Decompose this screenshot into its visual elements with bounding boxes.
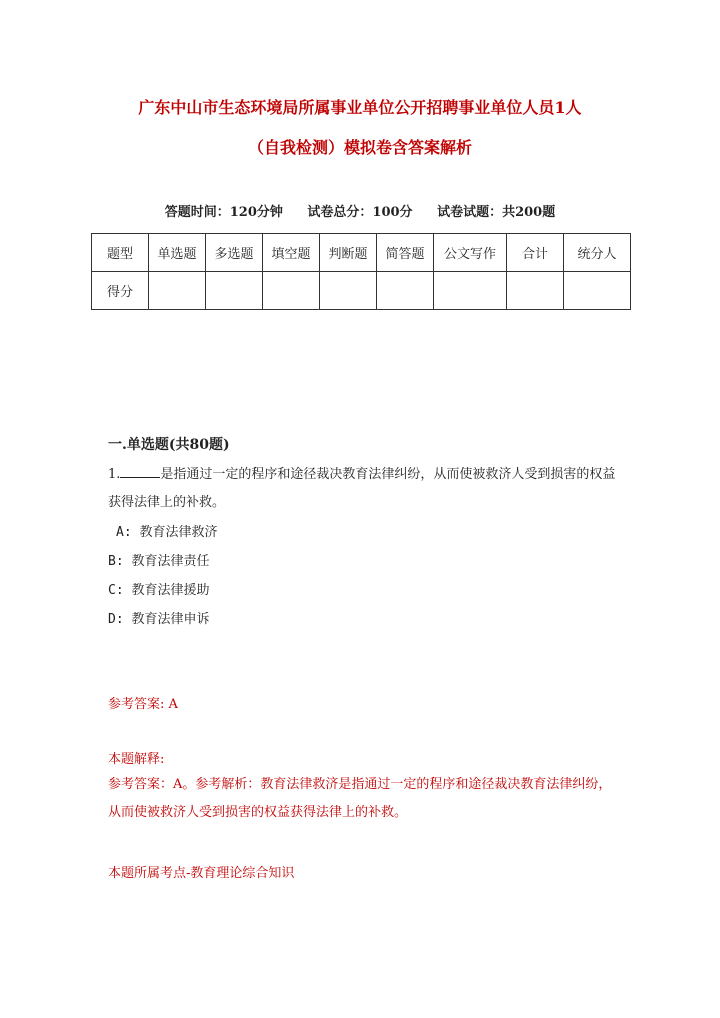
reference-answer: 参考答案: A xyxy=(108,697,178,712)
score-header-cell: 多选题 xyxy=(206,234,263,272)
score-header-cell: 统分人 xyxy=(564,234,631,272)
knowledge-point: 本题所属考点-教育理论综合知识 xyxy=(108,866,295,881)
score-header-cell: 合计 xyxy=(507,234,564,272)
exam-time: 答题时间：120分钟 xyxy=(164,205,283,220)
score-header-cell: 简答题 xyxy=(377,234,434,272)
score-cell[interactable] xyxy=(434,272,507,310)
question-text: 是指通过一定的程序和途径裁决教育法律纠纷，从而使被救济人受到损害的权益获得法律上的补救。 xyxy=(108,467,616,510)
score-header-cell: 公文写作 xyxy=(434,234,507,272)
score-table-header-row xyxy=(92,234,631,272)
section-title: 一.单选题(共80题) xyxy=(108,437,230,453)
question-1 xyxy=(108,461,618,517)
score-cell[interactable] xyxy=(507,272,564,310)
score-header-cell: 填空题 xyxy=(263,234,320,272)
score-header-cell: 判断题 xyxy=(320,234,377,272)
option-b: B: 教育法律责任 xyxy=(108,554,210,569)
score-cell[interactable] xyxy=(149,272,206,310)
explanation-text: 参考答案：A。参考解析：教育法律救济是指通过一定的程序和途径裁决教育法律纠纷，从而使被救济人受到损害的权益获得法律上的补救。 xyxy=(108,777,612,820)
score-cell[interactable] xyxy=(263,272,320,310)
exam-total-score: 试卷总分：100分 xyxy=(307,205,413,220)
question-blank xyxy=(120,465,160,478)
explanation-label: 本题解释: xyxy=(108,752,165,767)
score-cell[interactable] xyxy=(377,272,434,310)
score-table-score-row xyxy=(92,272,631,310)
score-cell[interactable] xyxy=(206,272,263,310)
score-table xyxy=(91,233,631,310)
score-cell[interactable] xyxy=(564,272,631,310)
option-a: A: 教育法律救济 xyxy=(116,525,218,540)
option-d: D: 教育法律申诉 xyxy=(108,612,210,627)
score-header-cell: 题型 xyxy=(92,234,149,272)
score-header-cell: 单选题 xyxy=(149,234,206,272)
option-c: C: 教育法律援助 xyxy=(108,583,210,598)
exam-info xyxy=(0,201,720,220)
score-cell[interactable] xyxy=(320,272,377,310)
exam-question-count: 试卷试题：共200题 xyxy=(437,205,556,220)
score-row-label: 得分 xyxy=(92,272,149,310)
question-number: 1. xyxy=(108,467,121,482)
document-title-line1: 广东中山市生态环境局所属事业单位公开招聘事业单位人员1人 xyxy=(138,98,582,117)
document-title-line2: （自我检测）模拟卷含答案解析 xyxy=(247,138,472,157)
